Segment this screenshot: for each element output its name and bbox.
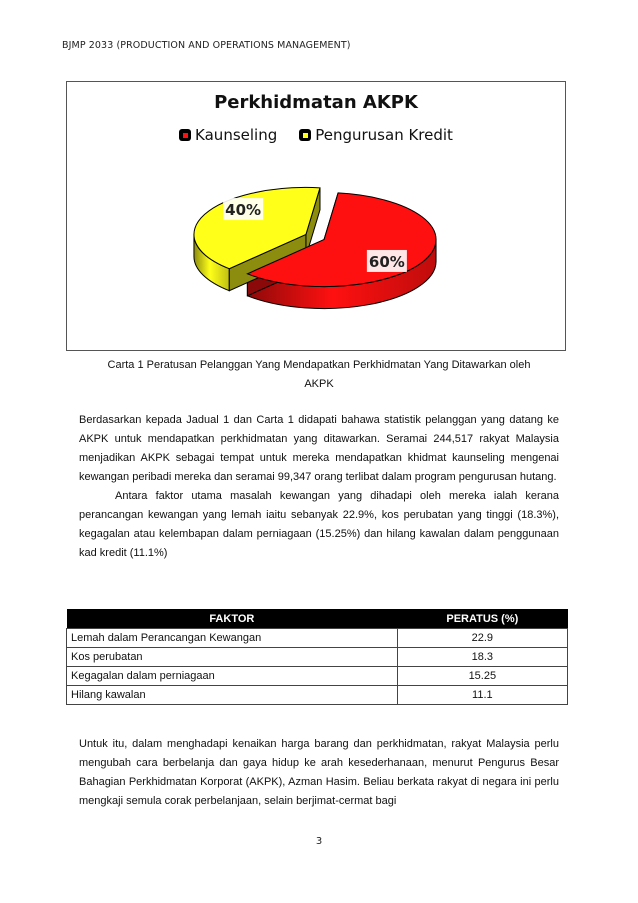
pie-data-label-1 [223, 198, 263, 220]
table-cell-factor: Kegagalan dalam perniagaan [67, 667, 398, 686]
chart-caption [62, 356, 576, 394]
table-row [67, 686, 568, 705]
pie-data-label-0 [367, 250, 407, 272]
chart-title: Perkhidmatan AKPK [214, 92, 418, 113]
table-cell-percent: 22.9 [397, 629, 567, 648]
body-paragraph-3-wrap [79, 735, 559, 811]
table-header-peratus: PERATUS (%) [397, 609, 567, 629]
page-number: 3 [315, 836, 323, 847]
caption-line-2: AKPK [304, 378, 334, 390]
table-cell-factor: Lemah dalam Perancangan Kewangan [67, 629, 398, 648]
table-cell-percent: 18.3 [397, 648, 567, 667]
table-header-faktor: FAKTOR [67, 609, 398, 629]
table-cell-percent: 11.1 [397, 686, 567, 705]
caption-line-1: Carta 1 Peratusan Pelanggan Yang Mendapatkan Perkhidmatan Yang Ditawarkan oleh [107, 359, 531, 371]
table-cell-factor: Hilang kawalan [67, 686, 398, 705]
legend-label-pengurusan-kredit: Pengurusan Kredit [315, 126, 453, 144]
table-header-row [67, 609, 568, 629]
body-paragraphs [79, 411, 559, 563]
paragraph-2: Antara faktor utama masalah kewangan yang dihadapi oleh mereka ialah kerana perancangan kewangan yang lemah iaitu sebanyak 22.9%, kos perubatan yang tinggi (18.3%), kegagalan atau kelembapan dalam perniagaan (15.25%) dan hilang kawalan dalam penggunaan kad kredit (11.1%) [79, 490, 559, 559]
legend-label-kaunseling: Kaunseling [195, 126, 278, 144]
factor-table [66, 609, 568, 705]
table-row [67, 629, 568, 648]
page-header: BJMP 2033 (PRODUCTION AND OPERATIONS MANAGEMENT) [62, 40, 351, 51]
table-row [67, 667, 568, 686]
svg-text:40%: 40% [225, 201, 262, 220]
paragraph-3: Untuk itu, dalam menghadapi kenaikan harga barang dan perkhidmatan, rakyat Malaysia perlu mengubah cara berbelanja dan gaya hidup ke arah kesederhanaan, menurut Pengurus Besar Bahagian Perkhidmatan Korporat (AKPK), Azman Hasim. Beliau berkata rakyat di negara ini perlu mengkaji semula corak perbelanjaan, selain berjimat-cermat bagi [79, 738, 559, 807]
paragraph-1: Berdasarkan kepada Jadual 1 dan Carta 1 didapati bahawa statistik pelanggan yang datang ke AKPK untuk mendapatkan perkhidmatan yang ditawarkan. Seramai 244,517 rakyat Malaysia menjadikan AKPK sebagai tempat untuk mereka mendapatkan khidmat kaunseling mengenai kewangan peribadi mereka dan seramai 99,347 orang terlibat dalam program pengurusan hutang. [79, 414, 559, 483]
pie-chart [66, 81, 566, 351]
table-cell-factor: Kos perubatan [67, 648, 398, 667]
pie-plot-area [67, 82, 567, 352]
svg-text:60%: 60% [368, 252, 405, 271]
table-row [67, 648, 568, 667]
table-cell-percent: 15.25 [397, 667, 567, 686]
